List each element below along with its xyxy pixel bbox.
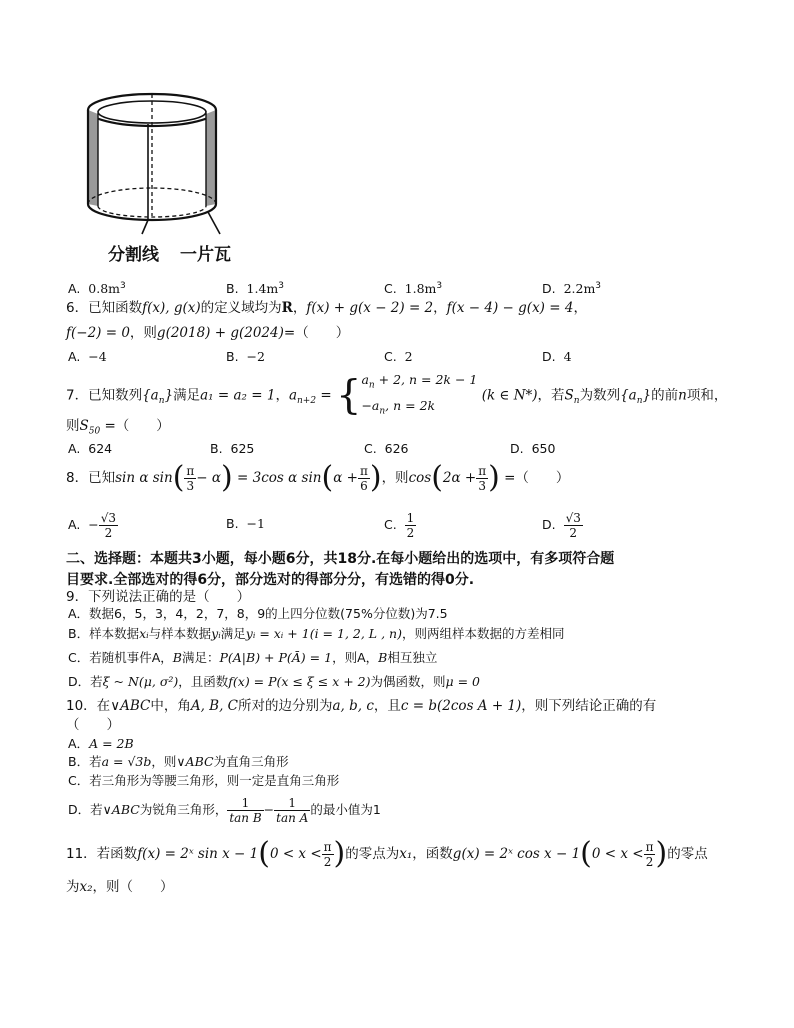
q11-stem-line1: 11．若函数f(x) = 2ˣ sin x − 1(0 < x < $\frac{\pi}{2}$ )的零点为x₁，函数g(x) = 2ˣ cos x − 1(0 < x < $\frac{\pi}{2}$ )的零点 [66,836,708,871]
q5-option-c: C. $1.8m^3$ [384,281,443,297]
q6-stem-line1: 6．已知函数f(x), g(x)的定义域均为R，f(x) + g(x − 2) = 2，f(x − 4) − g(x) = 4， [66,300,587,316]
q6-stem-line2: f(−2) = 0，则g(2018) + g(2024)=（ ） [66,325,350,341]
q7-option-a: A. 624 [68,441,113,456]
q8-option-a: A. − $\frac{√3}{2}$ [68,511,117,540]
q9-option-a: A．数据6，5，3，4，2，7，8，9的上四分位数(75%分位数)为7.5 [68,606,448,621]
figure-caption-tile: 一片瓦 [180,245,231,265]
q6-option-d: D. 4 [542,349,572,364]
q10-stem-line2: （ ） [66,717,120,733]
q6-option-b: B. −2 [226,349,265,364]
q9-option-b: B．样本数据xᵢ与样本数据yᵢ满足yᵢ = xᵢ + 1(i = 1, 2, L , n)，则两组样本数据的方差相同 [68,626,565,641]
q10-option-a: A．A = 2B [68,736,134,751]
section2-header-line1: 二、选择题：本题共3小题，每小题6分，共18分.在每小题给出的选项中，有多项符合题 [66,551,615,567]
q7-option-c: C. 626 [364,441,409,456]
q11-stem-line2: 为x₂，则（ ） [66,879,174,895]
q5-option-d: D. $2.2m^3$ [542,281,602,297]
q5-option-a: A. $0.8m^3$ [68,281,126,297]
section2-header-line2: 目要求.全部选对的得6分，部分选对的得部分分，有选错的得0分. [66,572,475,588]
q7-stem-line2: 则$S_{50}$ =（ ） [66,418,170,437]
q9-option-c: C．若随机事件A，B满足：P(A|B) + P(Ā) = 1，则A，B相互独立 [68,650,438,665]
q7-option-d: D. 650 [510,441,556,456]
q10-option-d: D．若∨ABC为锐角三角形， $\frac{1}{\text{tan B}}$ − $\frac{1}{\text{tan A}}$ 的最小值为1 [68,796,381,825]
q8-option-d: D. $\frac{√3}{2}$ [542,511,581,540]
q8-stem: 8．已知sin α sin( $\frac{\pi}{3}$ − α) = 3cos α sin(α + $\frac{\pi}{6}$ )，则cos(2α + $\frac{\pi}{3}$ ) =（ ） [66,460,570,495]
cylinder-tile-figure [80,88,240,236]
q10-option-c: C．若三角形为等腰三角形，则一定是直角三角形 [68,773,340,788]
q8-option-c: C. $\frac{1}{2}$ [384,511,415,540]
q7-cases: $a_n + 2$, n = 2k − 1 $-a_n$, n = 2k [361,372,478,416]
q9-option-d: D．若ξ ~ N(μ, σ²)，且函数f(x) = P(x ≤ ξ ≤ x + 2)为偶函数，则μ = 0 [68,674,481,689]
q7-stem-line1: 7．已知数列$\{a_n\}$满足a₁ = a₂ = 1，$a_{n+2}$ = { $a_n + 2$, n = 2k − 1 $-a_n$, n = 2k (k ∈ N*)，若$S_n$为数列$\{a_n\}$的前n项和， [66,370,727,423]
q10-option-b: B．若a = √3b，则∨ABC为直角三角形 [68,754,289,769]
q7-option-b: B. 625 [210,441,255,456]
q6-option-c: C. 2 [384,349,413,364]
q5-option-b: B. $1.4m^3$ [226,281,284,297]
q9-stem: 9．下列说法正确的是（ ） [66,589,251,605]
figure-caption-split-line: 分割线 [108,245,159,265]
q6-option-a: A. −4 [68,349,107,364]
q7-cases-brace: { [335,372,362,419]
q10-stem-line1: 10．在∨ABC中，角A, B, C所对的边分别为a, b, c，且c = b(2cos A + 1)，则下列结论正确的有 [66,698,657,714]
q8-option-b: B. −1 [226,516,265,531]
